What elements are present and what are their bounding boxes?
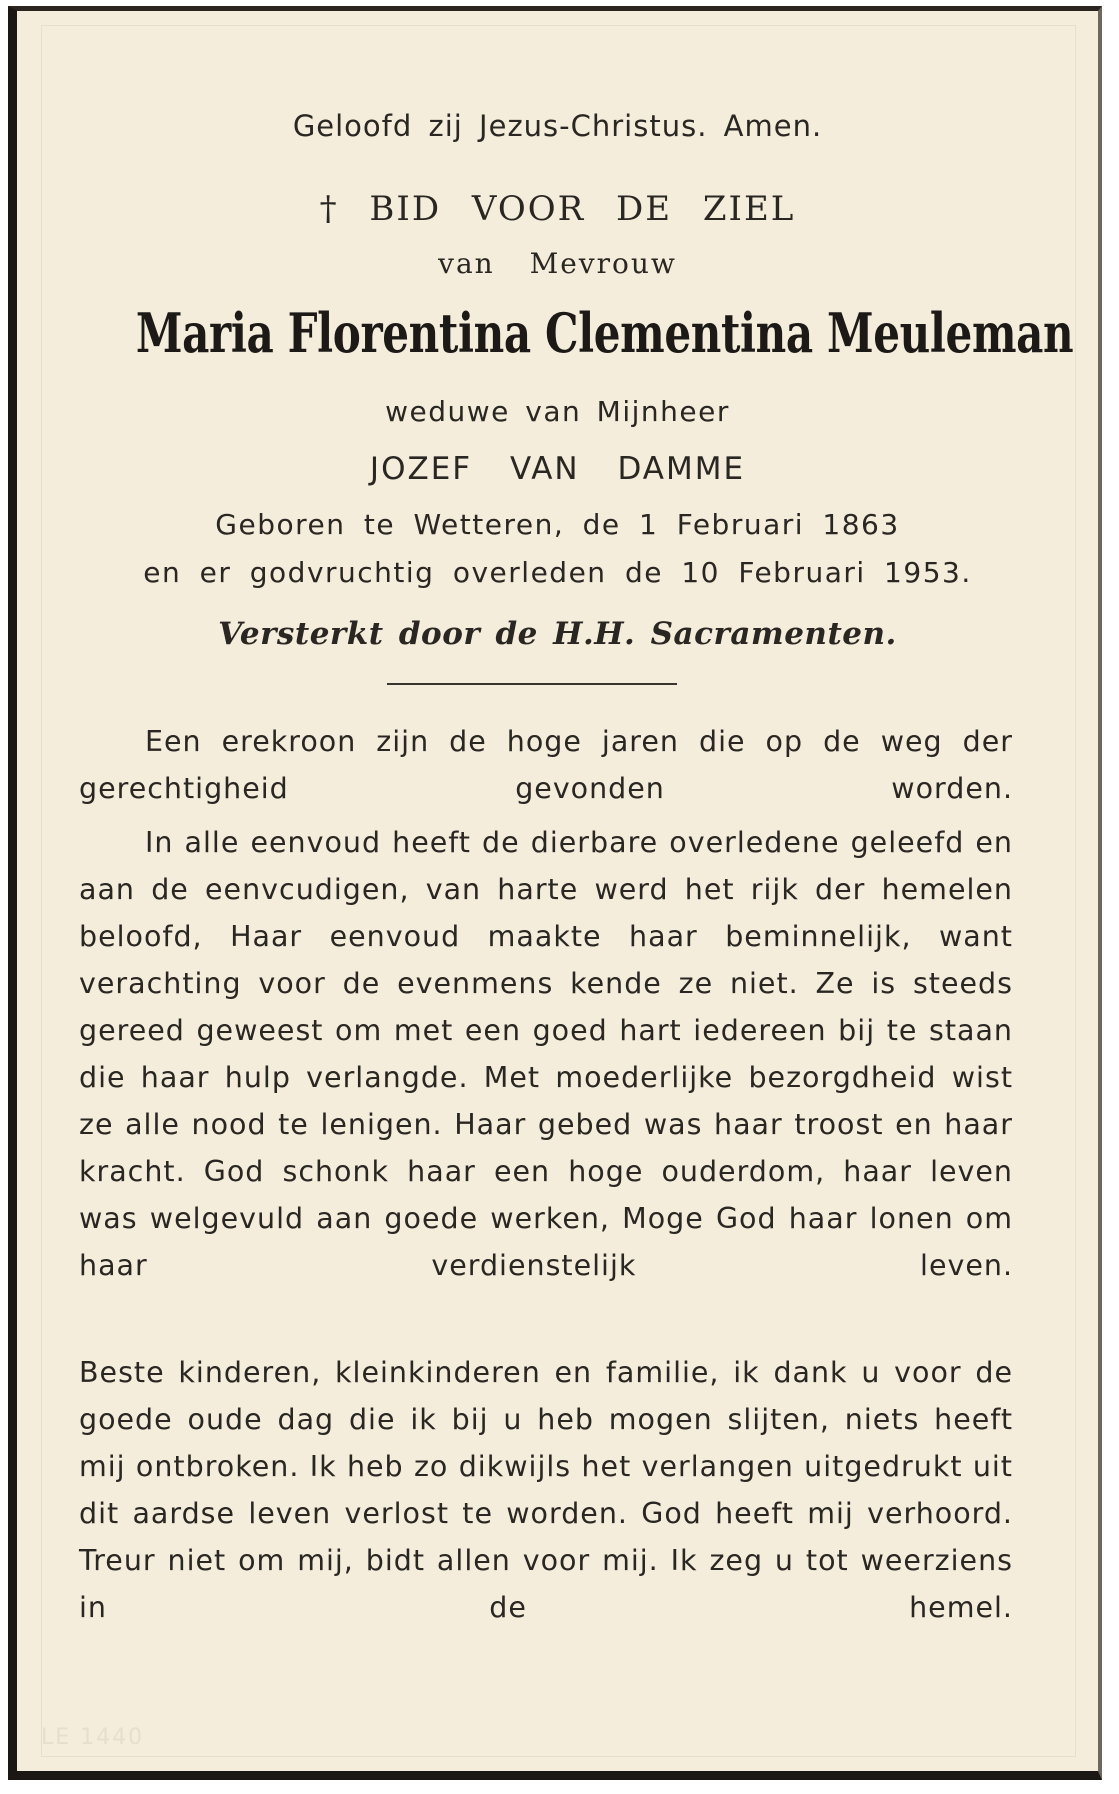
paragraph-eenvoud: In alle eenvoud heeft de dierbare overledene geleefd en aan de eenvcudigen, van harte werd het rijk der hemelen beloofd, Haar eenvoud maakte haar beminnelijk, want verachting voor de evenmens kende ze niet. Ze is steeds gereed geweest om met een goed hart iedereen bij te staan die haar hulp verlangde. Met moederlijke bezorgdheid wist ze alle nood te lenigen. Haar gebed was haar troost en haar kracht. God schonk haar een hoge ouderdom, haar leven was welgevuld aan goede werken, Moge God haar lonen om haar verdienstelijk leven.	[79, 826, 1013, 1282]
memorial-card	[8, 6, 1102, 1780]
pray-heading: † BID VOOR DE ZIEL	[319, 189, 796, 229]
death-line: en er godvruchtig overleden de 10 Februari 1953.	[143, 556, 972, 589]
motto-line: Geloofd zij Jezus-Christus. Amen.	[292, 109, 823, 143]
deceased-name: Maria Florentina Clementina Meuleman	[135, 301, 1074, 365]
divider-rule	[387, 683, 677, 685]
sacraments-line: Versterkt door de H.H. Sacramenten.	[218, 616, 897, 652]
birth-line: Geboren te Wetteren, de 1 Februari 1863	[215, 508, 900, 541]
husband-name: JOZEF VAN DAMME	[369, 451, 746, 487]
widow-of-line: weduwe van Mijnheer	[385, 395, 730, 428]
van-mevrouw-line: van Mevrouw	[438, 247, 677, 280]
paragraph-farewell: Beste kinderen, kleinkinderen en familie, ik dank u voor de goede oude dag die ik bij u heb mogen slijten, niets heeft mij ontbroken. Ik heb zo dikwijls het verlangen uitgedrukt uit dit aardse leven verlost te worden. God heeft mij verhoord. Treur niet om mij, bidt allen voor mij. Ik zeg u tot weerziens in de hemel.	[79, 1356, 1013, 1624]
archive-stamp: LE 1440	[41, 1725, 145, 1750]
paragraph-erekroon: Een erekroon zijn de hoge jaren die op de weg der gerechtigheid gevonden worden.	[79, 725, 1013, 805]
